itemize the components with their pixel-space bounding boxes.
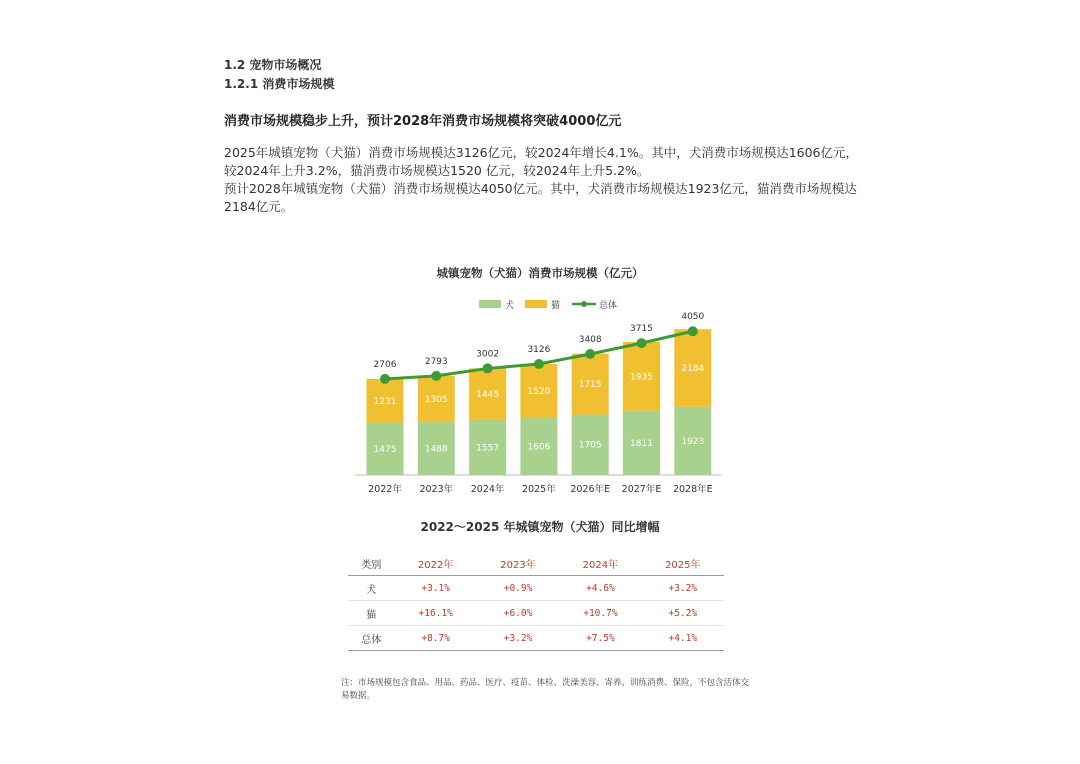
x-tick-label: 2024年 [470,484,505,495]
table-row [348,576,724,601]
data-label-dog: 1557 [476,443,500,454]
data-label-total: 4050 [681,312,705,323]
x-tick-label: 2022年 [368,484,402,495]
table-cell: +5.2% [642,601,724,626]
data-label-total: 3715 [630,324,653,335]
data-label-total: 2793 [424,356,448,367]
data-label-cat: 2184 [681,363,705,374]
footnote: 注：市场规模包含食品、用品、药品、医疗、疫苗、体检、洗澡美容、寄养、训练消费、保险，不包含活体交易数据。 [341,678,750,701]
yoy-table-header [348,551,724,576]
data-label-cat: 1305 [424,395,448,406]
x-tick-label: 2027年E [621,484,662,495]
data-label-cat: 1445 [476,390,500,401]
body-text [224,144,864,216]
total-point [585,349,595,359]
legend-label-cat: 猫 [551,301,561,311]
total-point [637,338,647,348]
row-label-total: 总体 [348,626,394,651]
data-label-dog: 1705 [578,440,602,451]
data-label-dog: 1923 [681,436,705,447]
table-cell: +4.6% [559,576,641,601]
legend-swatch-dog [479,300,501,308]
data-label-cat: 1231 [373,396,397,407]
total-point [688,326,698,336]
table-cell: +7.5% [559,626,641,651]
chart-title: 城镇宠物（犬猫）消费市场规模（亿元） [436,266,644,280]
table-row [348,626,724,651]
table-cell: +10.7% [559,601,641,626]
total-point [380,374,390,384]
legend-label-total: 总体 [599,301,618,311]
table-cell: +0.9% [477,576,559,601]
yoy-table-title: 2022～2025 年城镇宠物（犬猫）同比增幅 [420,520,660,534]
total-point [483,363,493,373]
data-label-total: 3126 [527,345,551,356]
data-label-total: 3002 [476,349,500,360]
data-label-dog: 1811 [630,438,653,449]
legend-marker-total [581,301,587,307]
total-point [431,371,441,381]
paragraph-2028: 预计2028年城镇宠物（犬猫）消费市场规模达4050亿元。其中，犬消费市场规模达1923亿元，猫消费市场规模达2184亿元。 [224,181,857,214]
table-row [348,601,724,626]
table-cell: +3.1% [394,576,476,601]
total-point [534,359,544,369]
subsection-heading: 1.2.1 消费市场规模 [224,77,335,91]
x-tick-label: 2025年 [522,484,556,495]
table-cell: +6.0% [477,601,559,626]
legend-label-dog: 犬 [505,301,515,311]
header-2024: 2024年 [559,551,641,576]
header-category: 类别 [348,551,394,576]
data-label-total: 2706 [373,359,397,370]
lead-sentence: 消费市场规模稳步上升，预计2028年消费市场规模将突破4000亿元 [224,114,622,129]
x-tick-label: 2028年E [672,484,713,495]
section-heading: 1.2 宠物市场概况 [224,58,322,72]
paragraph-2025: 2025年城镇宠物（犬猫）消费市场规模达3126亿元，较2024年增长4.1%。其中，犬消费市场规模达1606亿元，较2024年上升3.2%，猫消费市场规模达1520 亿元，较2024年上升5.2%。 [224,145,859,178]
table-cell: +3.2% [477,626,559,651]
data-label-cat: 1520 [527,387,551,398]
row-label-cat: 猫 [348,601,394,626]
data-label-dog: 1606 [527,442,551,453]
row-label-dog: 犬 [348,576,394,601]
legend-swatch-cat [525,300,547,308]
table-cell: +3.2% [642,576,724,601]
x-tick-label: 2023年 [419,484,454,495]
yoy-table [348,551,724,651]
data-label-dog: 1475 [373,444,397,455]
header-2023: 2023年 [477,551,559,576]
header-2025: 2025年 [642,551,724,576]
market-size-chart [340,290,740,505]
x-tick-label: 2026年E [570,484,611,495]
table-cell: +4.1% [642,626,724,651]
table-cell: +8.7% [394,626,476,651]
data-label-total: 3408 [578,335,602,346]
data-label-dog: 1488 [424,444,448,455]
header-2022: 2022年 [394,551,476,576]
data-label-cat: 1935 [630,372,653,383]
data-label-cat: 1715 [578,380,602,391]
table-cell: +16.1% [394,601,476,626]
